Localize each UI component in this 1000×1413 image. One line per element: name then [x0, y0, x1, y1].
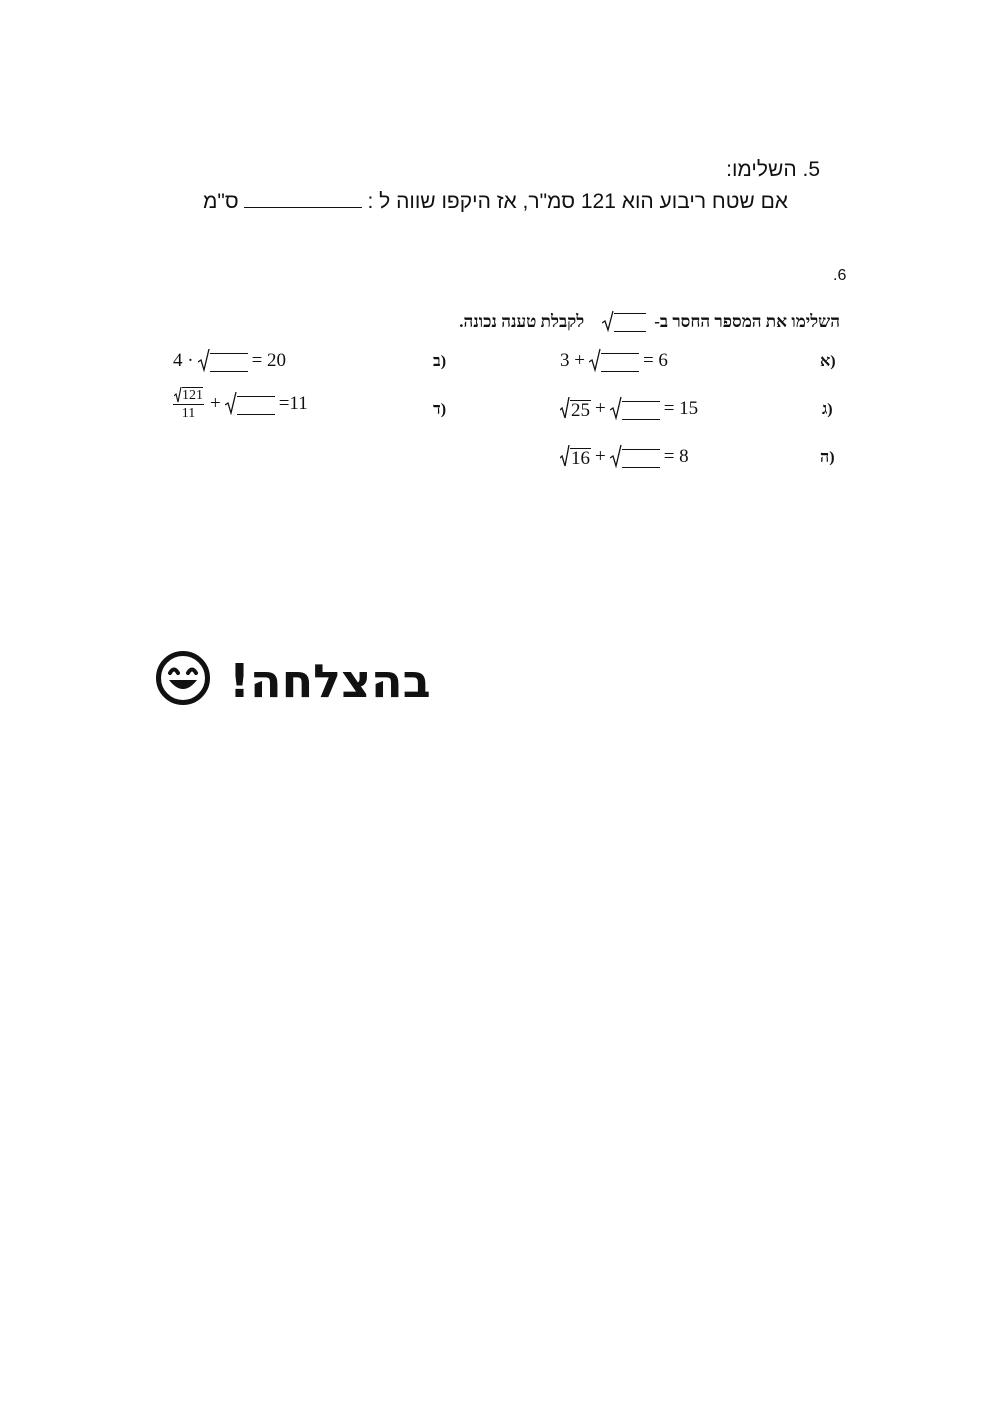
- equation-alef: [560, 348, 668, 372]
- sqrt-blank[interactable]: [225, 391, 275, 415]
- label-he: (ה: [820, 449, 835, 466]
- label-alef: (א: [820, 353, 836, 370]
- q5-text: [203, 189, 788, 214]
- success-message: [155, 650, 431, 711]
- q5-title: 5. השלימו:: [726, 158, 820, 181]
- equation-rhs: = 20: [251, 350, 287, 371]
- equation-dalet: [173, 386, 308, 421]
- equation-rhs: = 8: [663, 446, 689, 467]
- equation-lhs: 4 ·: [173, 350, 194, 371]
- equation-he: [560, 444, 689, 468]
- instruction-end: לקבלת טענה נכונה.: [459, 312, 585, 331]
- sqrt-blank[interactable]: [610, 444, 660, 468]
- radicand: 25: [571, 400, 590, 421]
- equation-rhs: = 15: [663, 398, 699, 419]
- fraction-radicand: 121: [182, 388, 203, 403]
- sqrt-blank[interactable]: [610, 396, 660, 420]
- radicand: 16: [571, 448, 590, 469]
- q6-number: .6: [833, 267, 847, 284]
- equation-lhs: +: [595, 446, 606, 467]
- sqrt-16: [560, 444, 591, 468]
- label-gimel: (ג: [822, 401, 833, 418]
- equation-lhs: +: [595, 398, 606, 419]
- label-bet: (ב: [433, 353, 447, 370]
- success-text: בהצלחה!: [229, 653, 431, 708]
- instruction-start: השלימו את המספר החסר ב-: [654, 312, 840, 331]
- sqrt-blank[interactable]: [198, 348, 248, 372]
- equation-lhs: +: [210, 393, 221, 414]
- sqrt-blank-example: [602, 310, 646, 332]
- sqrt-blank[interactable]: [589, 348, 639, 372]
- answer-blank[interactable]: [244, 189, 362, 208]
- smiley-icon: [155, 650, 211, 711]
- fraction-denominator: 11: [181, 406, 196, 421]
- equation-lhs: 3 +: [560, 350, 585, 371]
- equation-bet: [173, 348, 286, 372]
- q6-instruction: [459, 310, 840, 332]
- label-dalet: (ד: [433, 401, 447, 418]
- q5-unit: ס"מ: [202, 190, 239, 213]
- sqrt-25: [560, 396, 591, 420]
- equation-rhs: = 6: [642, 350, 668, 371]
- fraction: [173, 386, 204, 421]
- equation-rhs: =11: [278, 393, 308, 414]
- equation-gimel: [560, 396, 698, 420]
- q5-text-before: אם שטח ריבוע הוא 121 סמ"ר, אז היקפו שווה ל :: [361, 190, 788, 213]
